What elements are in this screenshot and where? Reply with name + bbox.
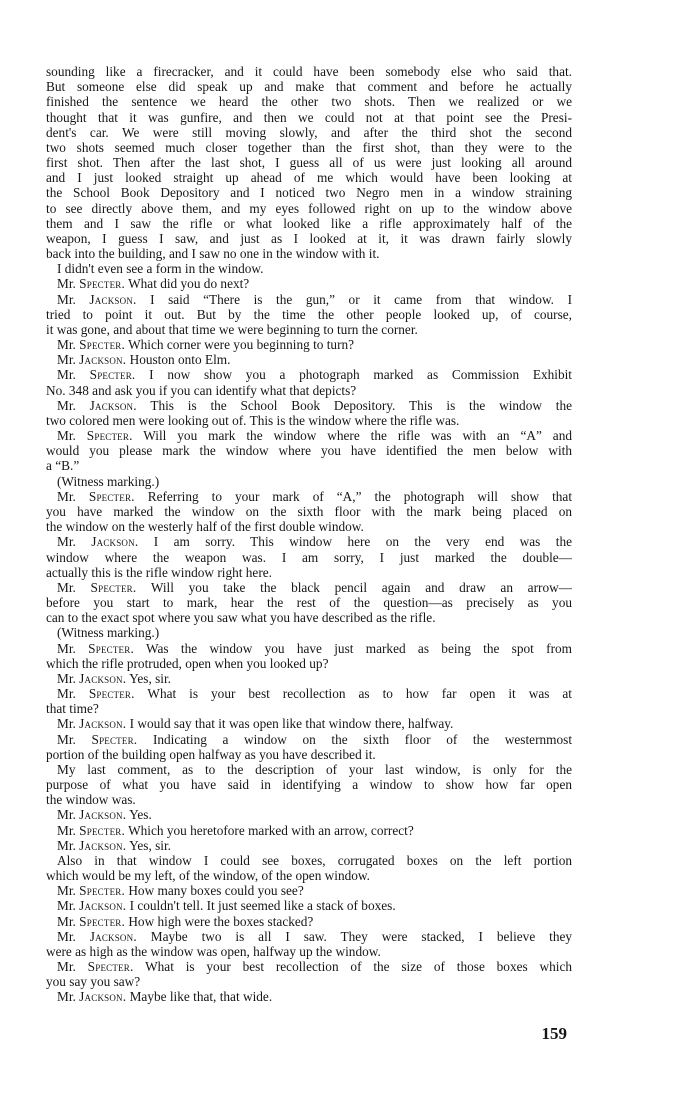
text-line (46, 868, 572, 883)
line-text: it was gone, and about that time we were beginning to turn the corner. (46, 321, 418, 337)
speaker-name: Jackson. (89, 291, 137, 307)
speaker-name: Jackson. (79, 716, 127, 732)
text-line (46, 443, 572, 458)
text-line (46, 110, 572, 125)
testimony-text-column (46, 64, 572, 1005)
speaker-title: Mr. (57, 670, 76, 686)
line-text: Will you mark the window where the rifle was with an “A” and (143, 428, 572, 444)
speaker-title: Mr. (57, 397, 76, 413)
line-text: I didn't even see a form in the window. (57, 261, 264, 277)
line-text: back into the building, and I saw no one in the window with it. (46, 246, 380, 262)
line-text: But someone else did speak up and make that comment and before he actually (46, 79, 572, 95)
speaker-name: Jackson. (79, 670, 127, 686)
text-line (46, 565, 572, 580)
text-line (46, 337, 572, 352)
line-text: Yes, sir. (129, 670, 172, 686)
speech-paragraph (46, 580, 572, 626)
text-line (46, 641, 572, 656)
text-line (46, 489, 572, 504)
speaker-title: Mr. (57, 686, 76, 702)
line-text: two colored men were looking out of. This is the window where the rifle was. (46, 412, 460, 428)
text-line (46, 686, 572, 701)
paragraph (46, 762, 572, 808)
speaker-title: Mr. (57, 807, 76, 823)
text-line (46, 458, 572, 473)
text-line (46, 914, 572, 929)
line-text: were as high as the window was open, halfway up the window. (46, 943, 381, 959)
line-text: thought that it was gunfire, and then we could not at that point see the Presi- (46, 109, 572, 125)
text-line (46, 550, 572, 565)
speech-paragraph (46, 367, 572, 397)
text-line (46, 292, 572, 307)
speaker-name: Specter. (79, 883, 125, 899)
speaker-name: Jackson. (79, 352, 127, 368)
speaker-title: Mr. (57, 291, 76, 307)
speech-paragraph (46, 428, 572, 474)
line-text: Maybe two is all I saw. They were stacked, I believe they (150, 928, 572, 944)
text-line (46, 747, 572, 762)
text-line (46, 898, 572, 913)
text-line (46, 732, 572, 747)
text-line (46, 428, 572, 443)
speaker-name: Jackson. (91, 534, 139, 550)
speech-paragraph (46, 929, 572, 959)
line-text: weapon, I guess I saw, and just as I looked at it, it was drawn fairly slowly (46, 230, 572, 246)
line-text: you have marked the window on the sixth floor with the mark being placed on (46, 503, 572, 519)
text-line (46, 155, 572, 170)
line-text: No. 348 and ask you if you can identify what that depicts? (46, 382, 357, 398)
line-text: which would be my left, of the window, of the open window. (46, 868, 370, 884)
speaker-title: Mr. (57, 959, 76, 975)
speaker-name: Specter. (90, 579, 137, 595)
line-text: What did you do next? (128, 276, 250, 292)
line-text: Was the window you have just marked as being the spot from (146, 640, 572, 656)
text-line (46, 959, 572, 974)
text-line (46, 201, 572, 216)
line-text: I would say that it was open like that window there, halfway. (129, 716, 454, 732)
speaker-title: Mr. (57, 640, 76, 656)
text-line (46, 610, 572, 625)
text-line (46, 519, 572, 534)
text-line (46, 64, 572, 79)
speech-paragraph (46, 352, 572, 367)
text-line (46, 807, 572, 822)
text-line (46, 185, 572, 200)
line-text: Indicating a window on the sixth floor of the westernmost (152, 731, 572, 747)
line-text: I said “There is the gun,” or it came from that window. I (150, 291, 572, 307)
speaker-title: Mr. (57, 276, 76, 292)
speech-paragraph (46, 292, 572, 338)
line-text: Which you heretofore marked with an arrow, correct? (128, 822, 414, 838)
text-line (46, 944, 572, 959)
text-line (46, 413, 572, 428)
speech-paragraph (46, 823, 572, 838)
speaker-title: Mr. (57, 367, 76, 383)
paragraph (46, 64, 572, 261)
speech-paragraph (46, 398, 572, 428)
speaker-name: Specter. (91, 731, 138, 747)
line-text: Yes, sir. (129, 837, 172, 853)
speaker-name: Jackson. (79, 807, 127, 823)
speaker-name: Jackson. (79, 837, 127, 853)
text-line (46, 534, 572, 549)
text-line (46, 777, 572, 792)
line-text: tried to point it out. But by the time the other people looked up, of course, (46, 306, 572, 322)
speech-paragraph (46, 489, 572, 535)
speaker-title: Mr. (57, 837, 76, 853)
speech-paragraph (46, 337, 572, 352)
text-line (46, 625, 572, 640)
page-number: 159 (541, 1024, 567, 1043)
text-line (46, 595, 572, 610)
text-line (46, 276, 572, 291)
line-text: which the rifle protruded, open when you looked up? (46, 655, 329, 671)
speech-paragraph (46, 671, 572, 686)
speaker-title: Mr. (57, 534, 76, 550)
text-line (46, 170, 572, 185)
text-line (46, 246, 572, 261)
text-line (46, 261, 572, 276)
speaker-title: Mr. (57, 731, 76, 747)
line-text: window where the weapon was. I am sorry, I just marked the double— (46, 549, 572, 565)
line-text: dent's car. We were still moving slowly, and after the third shot the second (46, 124, 572, 140)
text-line (46, 140, 572, 155)
speaker-name: Specter. (79, 913, 125, 929)
speaker-name: Specter. (79, 822, 125, 838)
speech-paragraph (46, 883, 572, 898)
speaker-name: Specter. (79, 337, 125, 353)
line-text: (Witness marking.) (57, 625, 160, 641)
speaker-title: Mr. (57, 428, 76, 444)
speaker-title: Mr. (57, 337, 76, 353)
text-line (46, 853, 572, 868)
paragraph (46, 625, 572, 640)
speech-paragraph (46, 641, 572, 671)
line-text: What is your best recollection as to how far open it was at (147, 686, 572, 702)
text-line (46, 352, 572, 367)
speaker-name: Specter. (86, 428, 133, 444)
text-line (46, 671, 572, 686)
speech-paragraph (46, 959, 572, 989)
speaker-title: Mr. (57, 488, 76, 504)
line-text: the School Book Depository and I noticed two Negro men in a window straining (46, 185, 572, 201)
paragraph (46, 261, 572, 276)
line-text: This is the School Book Depository. This is the window the (150, 397, 572, 413)
speaker-name: Specter. (89, 367, 136, 383)
speaker-name: Specter. (87, 959, 134, 975)
speaker-name: Specter. (79, 276, 125, 292)
speaker-title: Mr. (57, 579, 76, 595)
text-line (46, 79, 572, 94)
line-text: I now show you a photograph marked as Commission Exhibit (149, 367, 572, 383)
speaker-title: Mr. (57, 716, 76, 732)
line-text: Houston onto Elm. (129, 352, 231, 368)
text-line (46, 883, 572, 898)
paragraph (46, 474, 572, 489)
line-text: How many boxes could you see? (128, 883, 304, 899)
line-text: Maybe like that, that wide. (129, 989, 273, 1005)
text-line (46, 974, 572, 989)
speaker-name: Specter. (88, 488, 135, 504)
speech-paragraph (46, 534, 572, 580)
line-text: sounding like a firecracker, and it could have been somebody else who said that. (46, 64, 572, 79)
text-line (46, 838, 572, 853)
speech-paragraph (46, 898, 572, 913)
line-text: them and I saw the rifle or what looked like a rifle approximately half of the (46, 215, 572, 231)
text-line (46, 216, 572, 231)
line-text: Which corner were you beginning to turn? (128, 337, 355, 353)
line-text: (Witness marking.) (57, 473, 160, 489)
speaker-title: Mr. (57, 822, 76, 838)
speaker-title: Mr. (57, 898, 76, 914)
speaker-title: Mr. (57, 352, 76, 368)
text-line (46, 125, 572, 140)
text-line (46, 504, 572, 519)
line-text: that time? (46, 701, 99, 717)
text-line (46, 989, 572, 1004)
line-text: to see directly above them, and my eyes followed right on up to the window above (46, 200, 572, 216)
speaker-name: Specter. (88, 686, 135, 702)
line-text: I am sorry. This window here on the very end was the (153, 534, 572, 550)
line-text: before you start to mark, hear the rest of the question—as precisely as you (46, 595, 572, 611)
speech-paragraph (46, 914, 572, 929)
text-line (46, 474, 572, 489)
line-text: Referring to your mark of “A,” the photograph will show that (147, 488, 572, 504)
speech-paragraph (46, 686, 572, 716)
paragraph (46, 853, 572, 883)
speaker-title: Mr. (57, 913, 76, 929)
speaker-title: Mr. (57, 989, 76, 1005)
line-text: My last comment, as to the description of your last window, is only for the (57, 761, 572, 777)
speaker-title: Mr. (57, 928, 76, 944)
text-line (46, 367, 572, 382)
line-text: Yes. (129, 807, 152, 823)
line-text: and I just looked straight up ahead of me which would have been looking at (46, 170, 572, 186)
text-line (46, 322, 572, 337)
line-text: would you please mark the window where you have identified the men below with (46, 443, 572, 459)
speaker-name: Jackson. (89, 397, 137, 413)
speaker-name: Jackson. (79, 989, 127, 1005)
speech-paragraph (46, 732, 572, 762)
text-line (46, 929, 572, 944)
line-text: How high were the boxes stacked? (128, 913, 314, 929)
line-text: two shots seemed much closer together than the first shot, than they were to the (46, 139, 572, 155)
line-text: Will you take the black pencil again and draw an arrow— (150, 579, 572, 595)
line-text: first shot. Then after the last shot, I guess all of us were just looking all around (46, 155, 572, 171)
speech-paragraph (46, 716, 572, 731)
speech-paragraph (46, 989, 572, 1004)
line-text: actually this is the rifle window right here. (46, 564, 272, 580)
text-line (46, 383, 572, 398)
line-text: the window on the westerly half of the first double window. (46, 519, 364, 535)
text-line (46, 823, 572, 838)
speaker-name: Jackson. (79, 898, 127, 914)
line-text: Also in that window I could see boxes, corrugated boxes on the left portion (57, 852, 572, 868)
text-line (46, 307, 572, 322)
speech-paragraph (46, 276, 572, 291)
text-line (46, 701, 572, 716)
line-text: the window was. (46, 792, 136, 808)
speaker-name: Jackson. (89, 928, 137, 944)
text-line (46, 762, 572, 777)
speech-paragraph (46, 838, 572, 853)
speaker-name: Specter. (88, 640, 134, 656)
line-text: purpose of what you have said in identifying a window to show how far open (46, 777, 572, 793)
text-line (46, 656, 572, 671)
text-line (46, 398, 572, 413)
line-text: portion of the building open halfway as you have described it. (46, 746, 376, 762)
line-text: I couldn't tell. It just seemed like a stack of boxes. (129, 898, 396, 914)
line-text: finished the sentence we heard the other two shots. Then we realized or we (46, 94, 572, 110)
text-line (46, 716, 572, 731)
line-text: you say you saw? (46, 974, 141, 990)
text-line (46, 231, 572, 246)
line-text: What is your best recollection of the size of those boxes which (145, 959, 572, 975)
line-text: a “B.” (46, 458, 80, 474)
speech-paragraph (46, 807, 572, 822)
speaker-title: Mr. (57, 883, 76, 899)
text-line (46, 94, 572, 109)
text-line (46, 580, 572, 595)
line-text: can to the exact spot where you saw what you have described as the rifle. (46, 610, 436, 626)
text-line (46, 792, 572, 807)
